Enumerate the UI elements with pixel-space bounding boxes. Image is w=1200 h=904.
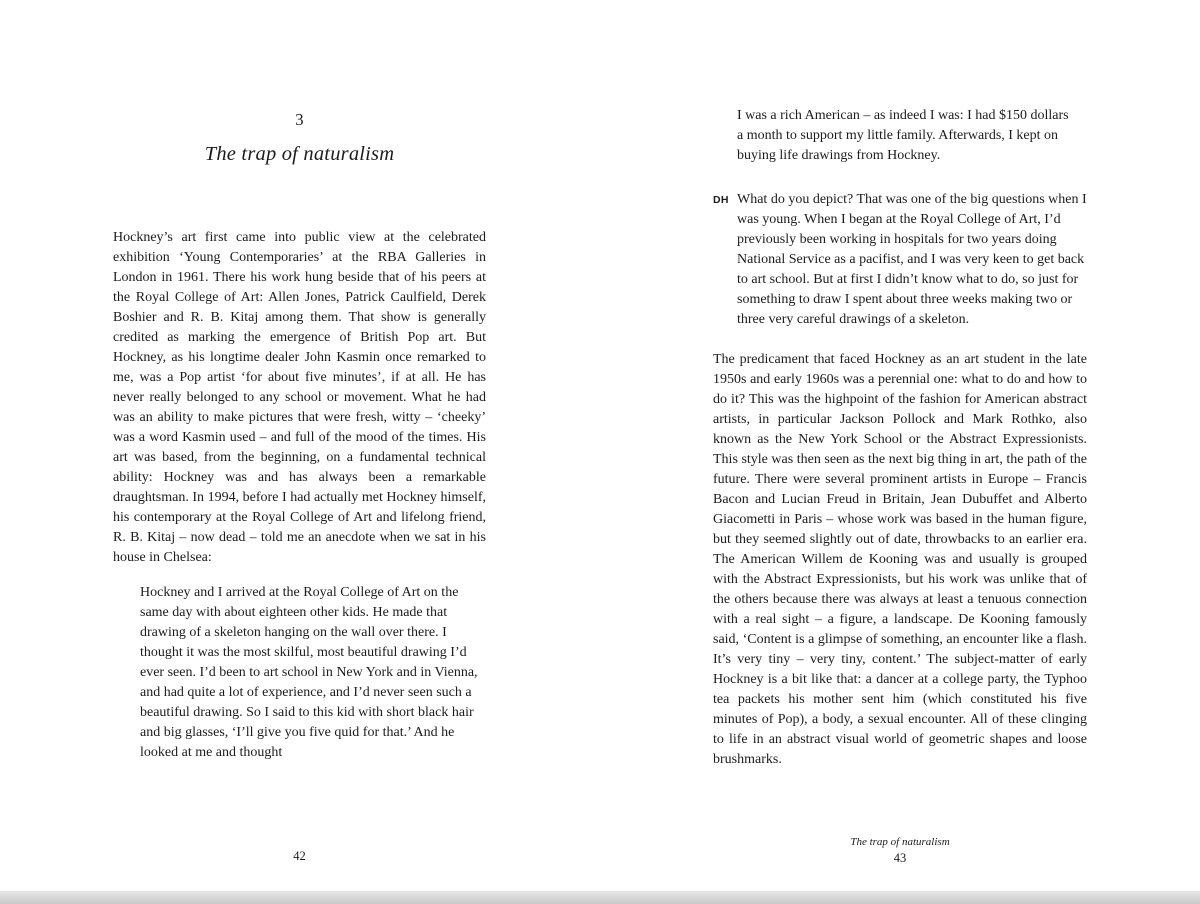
chapter-number: 3 [295,110,304,129]
dialogue-block [713,190,1087,330]
left-body-paragraph: Hockney’s art first came into public view at the celebrated exhibition ‘Young Contemporaries’ at the RBA Galleries in London in 1961. There his work hung beside that of his peers at the Royal College of Art: Allen Jones, Patrick Caulfield, Derek Boshier and R. B. Kitaj among them. That show is generally credited as marking the emergence of British Pop art. But Hockney, as his longtime dealer John Kasmin once remarked to me, was a Pop artist ‘for about five minutes’, if at all. He has never really belonged to any school or movement. What he had was an ability to make pictures that were fresh, witty – ‘cheeky’ was a word Kasmin used – and full of the mood of the times. His art was based, from the beginning, on a fundamental technical ability: Hockney was and has always been a remarkable draughtsman. In 1994, before I had actually met Hockney himself, his contemporary at the Royal College of Art and lifelong friend, R. B. Kitaj – now dead – told me an anecdote when we sat in his house in Chelsea: [113,230,486,565]
left-blockquote: Hockney and I arrived at the Royal College of Art on the same day with about eighteen other kids. He made that drawing of a skeleton hanging on the wall over there. I thought it was the most skilful, most beautiful drawing I’d ever seen. I’d been to art school in New York and in Vienna, and had quite a lot of experience, and I’d never seen such a beautiful drawing. So I said to this kid with short black hair and big glasses, ‘I’ll give you five quid for that.’ And he looked at me and thought [140,585,478,760]
right-body-paragraph: The predicament that faced Hockney as an art student in the late 1950s and early 1960s was a perennial one: what to do and how to do it? This was the highpoint of the fashion for American abstract artists, in particular Jackson Pollock and Mark Rothko, also known as the New York School or the Abstract Expressionists. This style was then seen as the next big thing in art, the path of the future. There were several prominent artists in Europe – Francis Bacon and Lucian Freud in Britain, Jean Dubuffet and Alberto Giacometti in Paris – whose work was based in the human figure, but they seemed slightly out of date, throwbacks to an earlier era. The American Willem de Kooning was and usually is grouped with the Abstract Expressionists, but his work was unlike that of the others because there was always at least a tenuous connection with a real sight – a figure, a landscape. De Kooning famously said, ‘Content is a glimpse of something, an encounter like a flash. It’s very tiny – very tiny, content.’ The subject-matter of early Hockney is a bit like that: a dancer at a college party, the Typhoo tea packets his mother sent him (which constituted his five minutes of Pop), a body, a sexual encounter. All of these clinging to life in an abstract visual world of geometric shapes and loose brushmarks. [713,352,1087,767]
chapter-heading [113,110,486,166]
dialogue-text: What do you depict? That was one of the big questions when I was young. When I began at the Royal College of Art, I’d previously been working in hospitals for two years doing National Service as a pacifist, and I was very keen to get back to art school. But at first I didn’t know what to do, so just for something to draw I spent about three weeks making two or three very careful drawings of a skeleton. [737,192,1087,327]
page-number-right: 43 [893,851,907,865]
chapter-title: The trap of naturalism [204,143,395,165]
quote-continuation: I was a rich American – as indeed I was: I had $150 dollars a month to support my little family. Afterwards, I kept on buying life drawings from Hockney. [737,108,1069,163]
right-page-footer [713,836,1087,866]
page-number-left: 42 [293,849,306,863]
dialogue-speaker-label: DH [713,194,729,206]
page-bottom-edge [0,891,1200,904]
left-page [113,110,486,763]
right-page [713,106,1087,770]
running-footer: The trap of naturalism [850,836,950,848]
